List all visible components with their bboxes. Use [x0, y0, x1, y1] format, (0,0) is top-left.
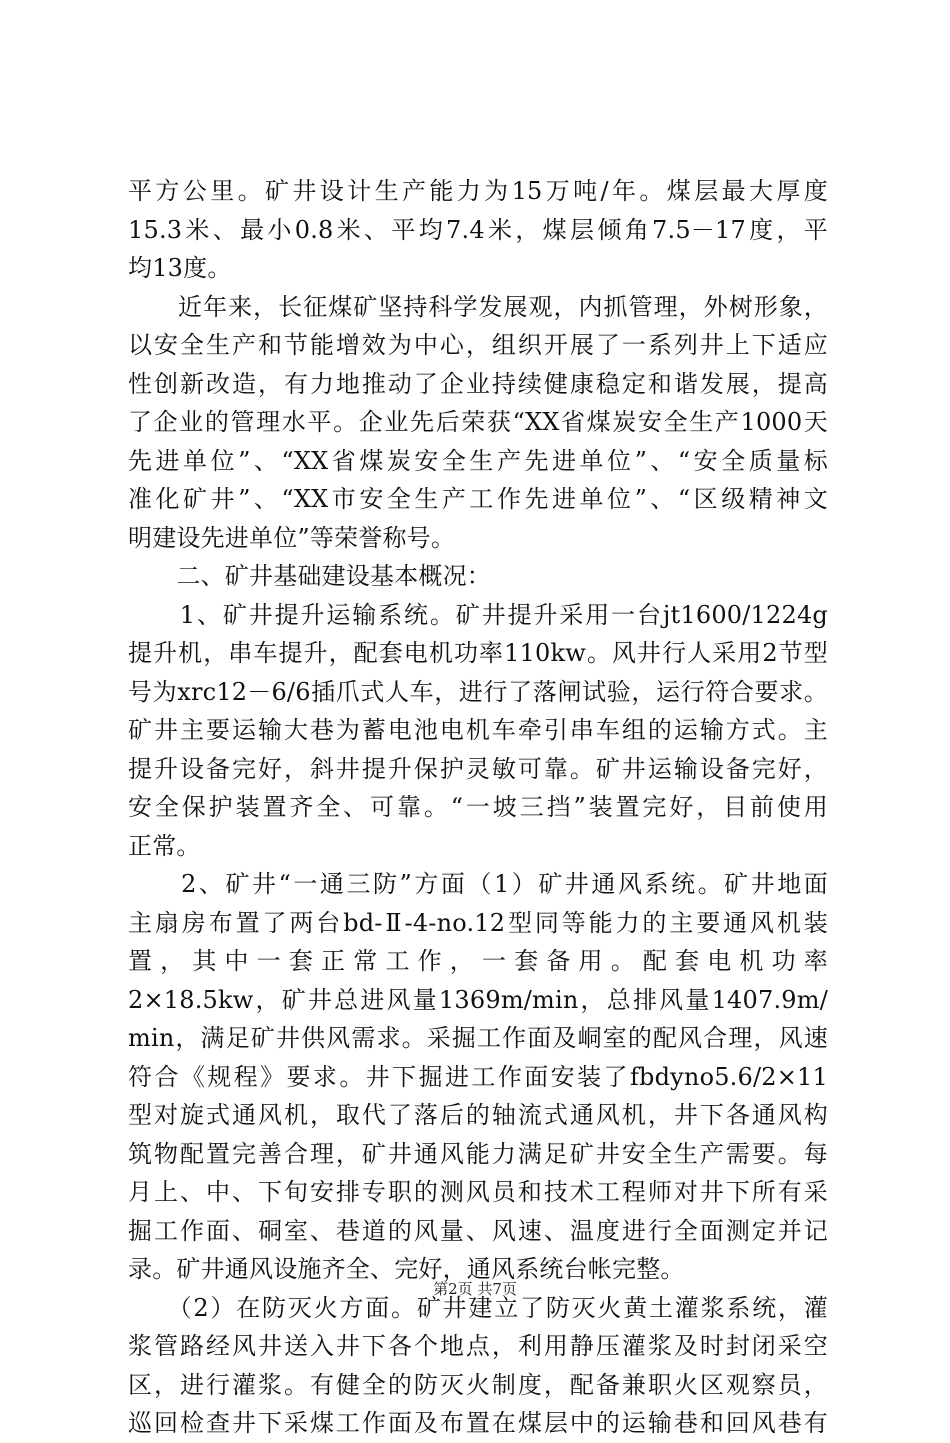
text-line: 1、矿井提升运输系统。矿井提升采用一台jt1600/1224g — [128, 600, 828, 629]
text-line: 15.3米、最小0.8米、平均7.4米，煤层倾角7.5－17度，平 — [128, 215, 828, 244]
text-line: 均13度。 — [128, 254, 232, 282]
page-number-footer: 第2页 共7页 — [433, 1280, 517, 1298]
text-line: 平方公里。矿井设计生产能力为15万吨/年。煤层最大厚度 — [128, 177, 828, 205]
text-line: 正常。 — [128, 831, 201, 860]
document-body — [128, 172, 828, 1443]
text-line: 筑物配置完善合理，矿井通风能力满足矿井安全生产需要。每 — [128, 1139, 828, 1168]
text-line: 浆管路经风井送入井下各个地点，利用静压灌浆及时封闭采空 — [128, 1332, 828, 1360]
text-line: 置，其中一套正常工作，一套备用。配套电机功率 — [128, 947, 828, 975]
text-line: 2×18.5kw，矿井总进风量1369m/min，总排风量1407.9m/ — [128, 985, 828, 1014]
text-line: 以安全生产和节能增效为中心，组织开展了一系列井上下适应 — [128, 331, 828, 359]
text-line: 近年来，长征煤矿坚持科学发展观，内抓管理，外树形象， — [128, 292, 828, 321]
text-line: 主扇房布置了两台bd-Ⅱ-4-no.12型同等能力的主要通风机装 — [128, 908, 828, 937]
text-line: （2）在防灭火方面。矿井建立了防灭火黄土灌浆系统，灌 — [128, 1293, 828, 1322]
text-line: min，满足矿井供风需求。采掘工作面及峒室的配风合理，风速 — [128, 1024, 828, 1052]
section-heading: 二、矿井基础建设基本概况： — [128, 562, 491, 590]
text-line: 了企业的管理水平。企业先后荣获“XX省煤炭安全生产1000天 — [128, 408, 828, 436]
text-line: 性创新改造，有力地推动了企业持续健康稳定和谐发展，提高 — [128, 369, 828, 398]
text-line: 先进单位”、“XX省煤炭安全生产先进单位”、“安全质量标 — [128, 446, 828, 475]
text-line: 录。矿井通风设施齐全、完好，通风系统台帐完整。 — [128, 1255, 685, 1283]
text-line: 掘工作面、硐室、巷道的风量、风速、温度进行全面测定并记 — [128, 1216, 828, 1245]
text-line: 号为xrc12－6/6插爪式人车，进行了落闸试验，运行符合要求。 — [128, 677, 828, 706]
text-line: 型对旋式通风机，取代了落后的轴流式通风机，井下各通风构 — [128, 1101, 828, 1129]
text-line: 2、矿井“一通三防”方面（1）矿井通风系统。矿井地面 — [128, 870, 828, 898]
text-line: 安全保护装置齐全、可靠。“一坡三挡”装置完好，目前使用 — [128, 793, 828, 821]
text-line: 符合《规程》要求。井下掘进工作面安装了fbdyno5.6/2×11 — [128, 1062, 828, 1091]
text-line: 准化矿井”、“XX市安全生产工作先进单位”、“区级精神文 — [128, 485, 828, 513]
text-line: 矿井主要运输大巷为蓄电池电机车牵引串车组的运输方式。主 — [128, 716, 828, 744]
text-line: 提升机，串车提升，配套电机功率110kw。风井行人采用2节型 — [128, 639, 828, 667]
text-line: 区，进行灌浆。有健全的防灭火制度，配备兼职火区观察员， — [128, 1370, 828, 1399]
text-line: 明建设先进单位”等荣誉称号。 — [128, 523, 456, 552]
text-line: 巡回检查井下采煤工作面及布置在煤层中的运输巷和回风巷有 — [128, 1409, 828, 1437]
text-line: 月上、中、下旬安排专职的测风员和技术工程师对井下所有采 — [128, 1178, 828, 1206]
text-line: 提升设备完好，斜井提升保护灵敏可靠。矿井运输设备完好， — [128, 754, 828, 783]
